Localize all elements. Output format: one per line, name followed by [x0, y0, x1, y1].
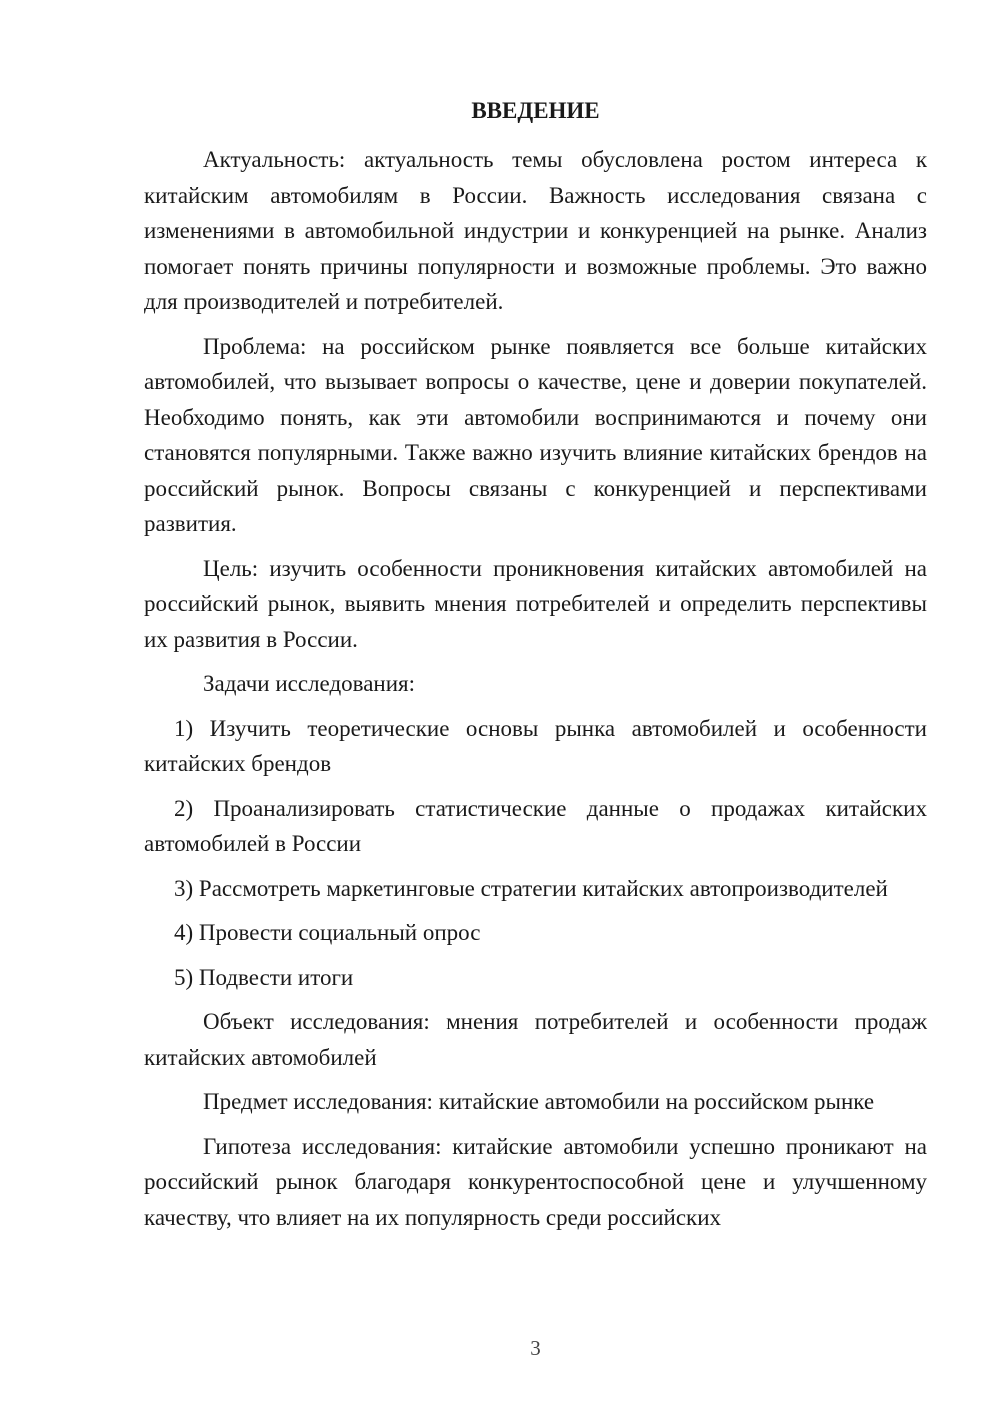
task-item-5: 5) Подвести итоги	[174, 964, 354, 990]
page-number: 3	[530, 1336, 541, 1360]
task-item-2: 2) Проанализировать статистические данные о продажах китайских автомобилей в России	[144, 795, 927, 856]
section-title: ВВЕДЕНИЕ	[471, 98, 600, 123]
paragraph-object: Объект исследования: мнения потребителей и особенности продаж китайских автомобилей	[144, 1009, 927, 1070]
task-item-3: 3) Рассмотреть маркетинговые стратегии китайских автопроизводителей	[174, 875, 888, 901]
task-item-4: 4) Провести социальный опрос	[174, 920, 481, 945]
paragraph-tasks-heading: Задачи исследования:	[203, 671, 416, 696]
paragraph-relevance: Актуальность: актуальность темы обусловлена ростом интереса к китайским автомобилям в России. Важность исследования связана с изменениями в автомобильной индустрии и конкуренцией на рынке. Анализ помогает понять причины популярности и возможные проблемы. Это важно для производителей и потребителей.	[144, 147, 927, 314]
paragraph-problem: Проблема: на российском рынке появляется все больше китайских автомобилей, что вызывает вопросы о качестве, цене и доверии покупателей. Необходимо понять, как эти автомобили воспринимаются и почему они становятся популярными. Также важно изучить влияние китайских брендов на российский рынок. Вопросы связаны с конкуренцией и перспективами развития.	[144, 333, 927, 536]
paragraph-hypothesis: Гипотеза исследования: китайские автомобили успешно проникают на российский рынок благодаря конкурентоспособной цене и улучшенному качеству, что влияет на их популярность среди российских	[144, 1133, 927, 1230]
document-body	[144, 142, 927, 1244]
paragraph-goal: Цель: изучить особенности проникновения китайских автомобилей на российский рынок, выявить мнения потребителей и определить перспективы их развития в России.	[144, 555, 927, 652]
task-item-1: 1) Изучить теоретические основы рынка автомобилей и особенности китайских брендов	[144, 715, 927, 776]
paragraph-subject: Предмет исследования: китайские автомобили на российском рынке	[203, 1089, 875, 1114]
